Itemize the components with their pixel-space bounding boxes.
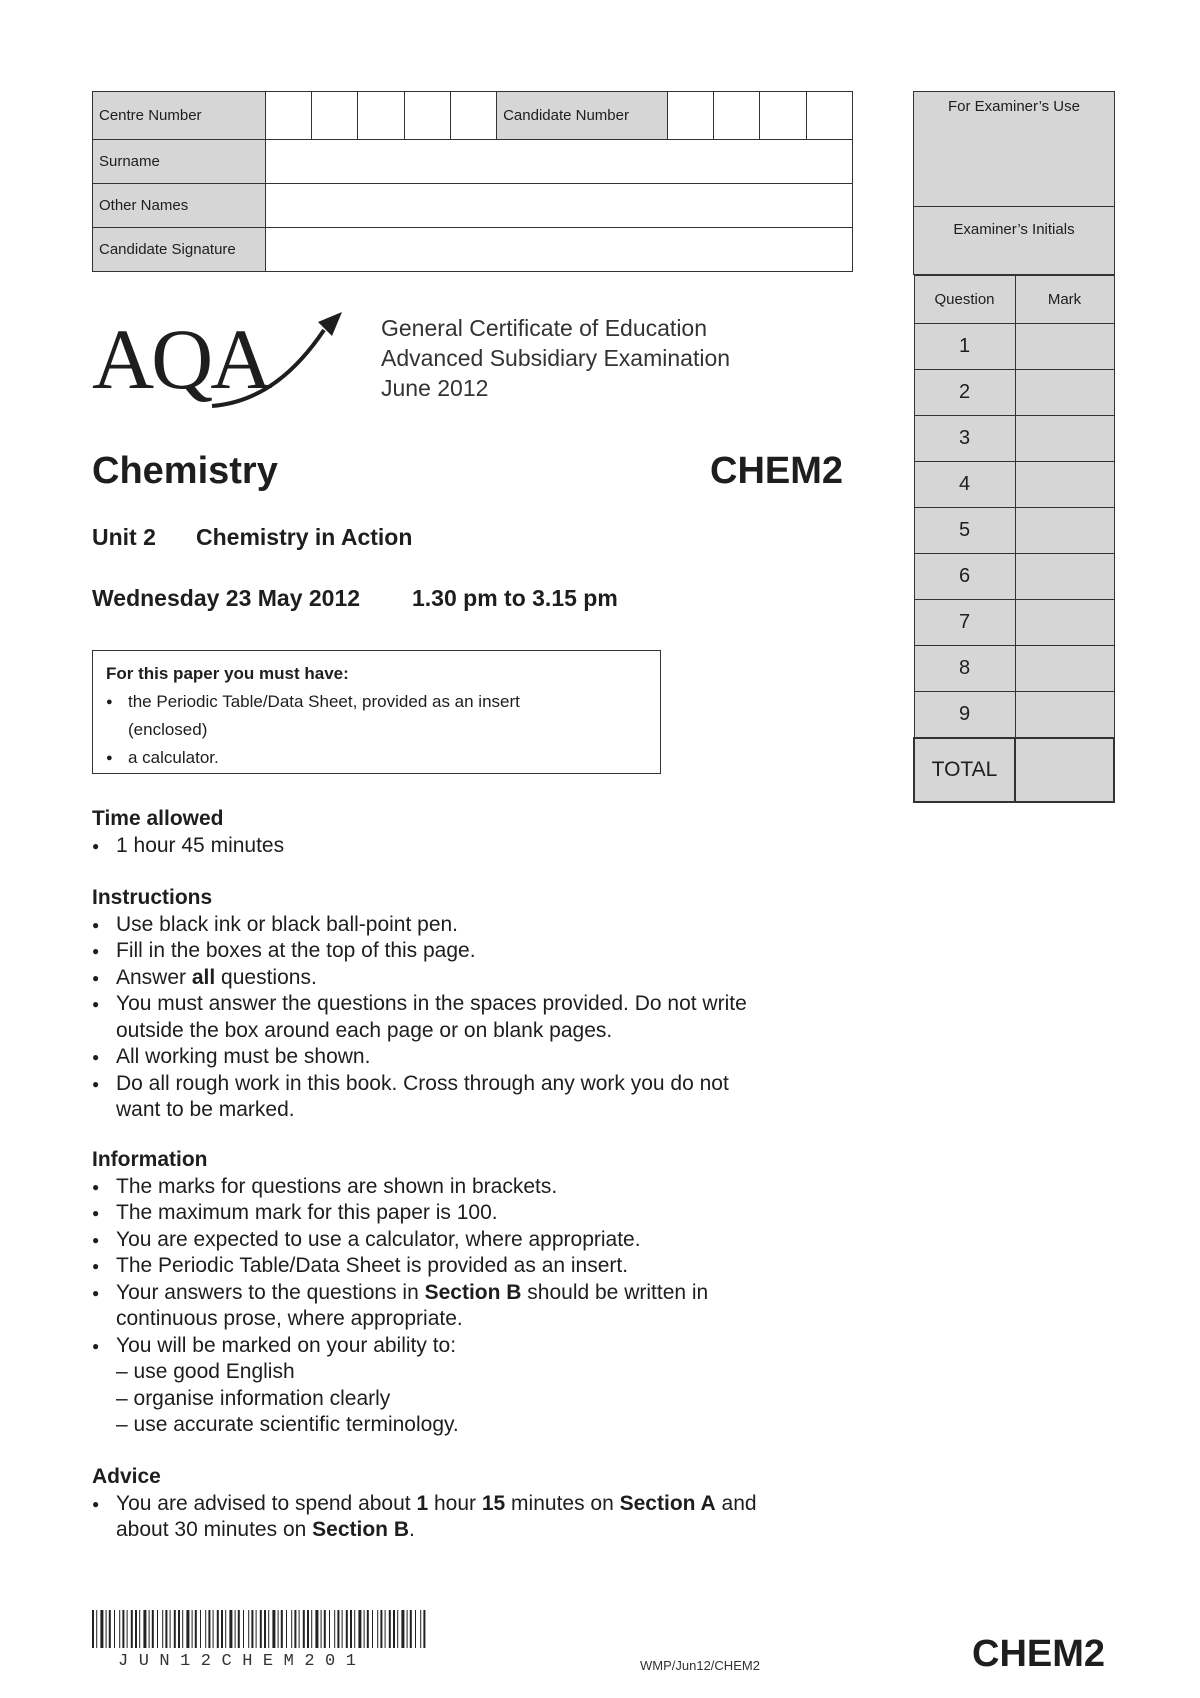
aqa-logo-text: AQA — [92, 311, 270, 407]
centre-number-box[interactable] — [265, 92, 311, 140]
barcode-bar — [321, 1610, 322, 1648]
emphasis-text: Section A — [619, 1491, 716, 1515]
qualification-block — [381, 313, 730, 403]
barcode-bar — [377, 1610, 378, 1648]
barcode-bar — [192, 1610, 193, 1648]
instruction-item: ● Use black ink or black ball-point pen. — [92, 912, 832, 939]
barcode-bar — [354, 1610, 355, 1648]
barcode-bar — [286, 1610, 287, 1648]
centre-number-box[interactable] — [358, 92, 404, 140]
unit-title: Chemistry in Action — [196, 524, 413, 550]
barcode-bar — [307, 1610, 309, 1648]
text-run: should be written in — [521, 1280, 709, 1304]
examination-line: Advanced Subsidiary Examination — [381, 345, 731, 371]
candidate-number-box[interactable] — [760, 92, 806, 140]
candidate-number-label: Candidate Number — [497, 92, 668, 140]
materials-box — [92, 650, 661, 774]
text-run: minutes on — [505, 1491, 620, 1515]
total-label: TOTAL — [914, 738, 1015, 802]
mark-cell[interactable] — [1015, 692, 1114, 738]
centre-number-label: Centre Number — [93, 92, 266, 140]
barcode-bar — [165, 1610, 167, 1648]
question-number: 7 — [914, 600, 1015, 646]
examiner-use-label: For Examiner’s Use — [913, 91, 1115, 207]
barcode-bar — [420, 1610, 421, 1648]
mark-cell[interactable] — [1015, 462, 1114, 508]
barcode-bar — [235, 1610, 236, 1648]
mark-cell[interactable] — [1015, 600, 1114, 646]
barcode-bar — [135, 1610, 137, 1648]
text-run: hour — [428, 1491, 482, 1515]
barcode-bar — [251, 1610, 253, 1648]
question-number: 8 — [914, 646, 1015, 692]
question-number: 2 — [914, 370, 1015, 416]
barcode-bar — [248, 1610, 249, 1648]
barcode-bar — [407, 1610, 408, 1648]
materials-item-text: (enclosed) — [128, 720, 208, 739]
instructions-section — [92, 885, 832, 1124]
barcode-bar — [393, 1610, 395, 1648]
materials-item — [106, 688, 647, 744]
instruction-continuation: outside the box around each page or on blank pages. — [116, 1018, 613, 1042]
mark-cell[interactable] — [1015, 416, 1114, 462]
candidate-number-box[interactable] — [806, 92, 852, 140]
text-run: and — [715, 1491, 757, 1515]
centre-number-box[interactable] — [404, 92, 450, 140]
information-item: ● You are expected to use a calculator, where appropriate. — [92, 1227, 832, 1254]
series-line: June 2012 — [381, 375, 489, 401]
barcode-bar — [243, 1610, 244, 1648]
marks-table — [913, 275, 1115, 803]
instruction-item — [92, 965, 832, 992]
question-number: 1 — [914, 324, 1015, 370]
barcode-bar — [127, 1610, 128, 1648]
barcode-bar — [182, 1610, 183, 1648]
barcode-bar — [221, 1610, 223, 1648]
barcode-bar — [139, 1610, 140, 1648]
time-allowed-heading: Time allowed — [92, 807, 224, 830]
barcode-bar — [337, 1610, 339, 1648]
barcode-bar — [291, 1610, 292, 1648]
materials-item-text: ● the Periodic Table/Data Sheet, provided as an insert — [128, 692, 520, 711]
mark-cell[interactable] — [1015, 554, 1114, 600]
exam-time: 1.30 pm to 3.15 pm — [412, 585, 618, 611]
exam-date: Wednesday 23 May 2012 — [92, 585, 361, 611]
candidate-details-table — [92, 91, 853, 272]
time-allowed-section — [92, 806, 832, 859]
barcode-bar — [315, 1610, 318, 1648]
barcode-bar — [299, 1610, 300, 1648]
text-run: Answer — [116, 965, 192, 989]
text-run: . — [409, 1518, 415, 1541]
information-subitem: – use good English — [116, 1360, 295, 1383]
barcode-bar — [372, 1610, 373, 1648]
surname-label: Surname — [93, 140, 266, 184]
other-names-field[interactable] — [265, 184, 852, 228]
document-reference: WMP/Jun12/CHEM2 — [640, 1658, 760, 1673]
barcode-bar — [225, 1610, 226, 1648]
candidate-number-box[interactable] — [714, 92, 760, 140]
mark-header: Mark — [1015, 276, 1114, 324]
barcode-bar — [200, 1610, 201, 1648]
barcode-bar — [423, 1610, 425, 1648]
barcode-bar — [229, 1610, 232, 1648]
paper-code: CHEM2 — [710, 450, 844, 492]
barcode-bar — [324, 1610, 326, 1648]
text-run: Your answers to the questions in — [116, 1280, 425, 1304]
centre-number-box[interactable] — [450, 92, 496, 140]
barcode-bar — [170, 1610, 171, 1648]
mark-cell[interactable] — [1015, 508, 1114, 554]
barcode-bar — [294, 1610, 296, 1648]
information-subitem: – use accurate scientific terminology. — [116, 1413, 459, 1436]
barcode-bar — [114, 1610, 115, 1648]
unit-number: Unit 2 — [92, 524, 156, 550]
barcode-bar — [122, 1610, 124, 1648]
barcode-bar — [256, 1610, 257, 1648]
barcode-bar — [397, 1610, 398, 1648]
emphasis-text: all — [191, 965, 216, 989]
emphasis-text: Section B — [312, 1518, 409, 1541]
barcode-bar — [131, 1610, 133, 1648]
total-mark-cell[interactable] — [1015, 738, 1114, 802]
barcode-bar — [389, 1610, 391, 1648]
surname-field[interactable] — [265, 140, 852, 184]
advice-section — [92, 1464, 832, 1544]
barcode-bar — [178, 1610, 180, 1648]
barcode-bar — [268, 1610, 269, 1648]
mark-cell[interactable] — [1015, 370, 1114, 416]
barcode-bar — [278, 1610, 279, 1648]
barcode-bar — [329, 1610, 330, 1648]
barcode-bar — [152, 1610, 154, 1648]
barcode-bar — [281, 1610, 283, 1648]
aqa-logo — [92, 310, 352, 410]
barcode-bar — [186, 1610, 189, 1648]
signature-label: Candidate Signature — [93, 228, 266, 272]
time-allowed-value: ● 1 hour 45 minutes — [92, 833, 832, 860]
barcode-bar — [208, 1610, 210, 1648]
barcode-bar — [205, 1610, 206, 1648]
information-item: ● The marks for questions are shown in brackets. — [92, 1174, 832, 1201]
instructions-heading: Instructions — [92, 886, 213, 909]
barcode-bar — [174, 1610, 176, 1648]
barcode-bar — [415, 1610, 416, 1648]
unit-line — [92, 524, 412, 551]
barcode-bar — [195, 1610, 197, 1648]
subject-title: Chemistry — [92, 450, 278, 492]
barcode-bar — [260, 1610, 262, 1648]
barcode-bar — [334, 1610, 335, 1648]
candidate-number-box[interactable] — [667, 92, 713, 140]
centre-number-box[interactable] — [312, 92, 358, 140]
signature-field[interactable] — [265, 228, 852, 272]
instruction-item: ● All working must be shown. — [92, 1044, 832, 1071]
barcode-bar — [342, 1610, 343, 1648]
text-run: questions. — [215, 965, 317, 989]
question-number: 4 — [914, 462, 1015, 508]
barcode-bar — [149, 1610, 150, 1648]
question-header: Question — [914, 276, 1015, 324]
barcode-bar — [119, 1610, 120, 1648]
barcode-bar — [401, 1610, 404, 1648]
barcode-bar — [143, 1610, 146, 1648]
examiner-use-panel — [913, 91, 1115, 803]
barcode-number: JUN12CHEM201 — [118, 1652, 367, 1671]
barcode-bar — [264, 1610, 266, 1648]
instruction-continuation: want to be marked. — [116, 1098, 295, 1121]
instruction-item: ● Fill in the boxes at the top of this page. — [92, 938, 832, 965]
materials-item: ● a calculator. — [106, 744, 647, 772]
footer-paper-code: CHEM2 — [972, 1633, 1106, 1675]
information-heading: Information — [92, 1148, 208, 1171]
text-run: about 30 minutes on — [116, 1518, 313, 1541]
mark-cell[interactable] — [1015, 324, 1114, 370]
barcode-bar — [92, 1610, 94, 1648]
barcode-bar — [358, 1610, 361, 1648]
barcode-bar — [385, 1610, 386, 1648]
barcode-bar — [364, 1610, 365, 1648]
information-continuation: continuous prose, where appropriate. — [116, 1307, 463, 1330]
information-subitem: – organise information clearly — [116, 1386, 391, 1410]
barcode-bar — [100, 1610, 103, 1648]
text-run: You are advised to spend about — [116, 1491, 417, 1515]
question-number: 6 — [914, 554, 1015, 600]
barcode-bar — [303, 1610, 305, 1648]
barcode-bar — [350, 1610, 352, 1648]
advice-item — [92, 1491, 832, 1518]
instruction-item: ● You must answer the questions in the spaces provided. Do not write — [92, 991, 832, 1018]
emphasis-text: 1 — [416, 1491, 429, 1515]
information-section — [92, 1147, 832, 1439]
barcode-bar — [311, 1610, 312, 1648]
advice-continuation — [92, 1517, 832, 1544]
barcode-bar — [367, 1610, 369, 1648]
barcode-bar — [346, 1610, 348, 1648]
barcode-bar — [157, 1610, 158, 1648]
session-line — [92, 585, 618, 612]
instruction-item: ● Do all rough work in this book. Cross through any work you do not — [92, 1071, 832, 1098]
materials-title: For this paper you must have: — [106, 664, 349, 683]
emphasis-text: Section B — [424, 1280, 522, 1304]
qualification-line: General Certificate of Education — [381, 315, 708, 341]
examiner-initials-label: Examiner’s Initials — [913, 207, 1115, 275]
other-names-label: Other Names — [93, 184, 266, 228]
barcode-bar — [238, 1610, 240, 1648]
advice-heading: Advice — [92, 1465, 161, 1488]
barcode-bar — [96, 1610, 97, 1648]
emphasis-text: 15 — [481, 1491, 506, 1515]
barcode-bar — [162, 1610, 163, 1648]
information-item — [92, 1280, 832, 1307]
mark-cell[interactable] — [1015, 646, 1114, 692]
information-item: ● The maximum mark for this paper is 100. — [92, 1200, 832, 1227]
information-item: ● You will be marked on your ability to: — [92, 1333, 832, 1360]
question-number: 9 — [914, 692, 1015, 738]
barcode-bar — [272, 1610, 275, 1648]
question-number: 5 — [914, 508, 1015, 554]
information-item: ● The Periodic Table/Data Sheet is provided as an insert. — [92, 1253, 832, 1280]
barcode-bar — [380, 1610, 382, 1648]
barcode-bar — [217, 1610, 219, 1648]
question-number: 3 — [914, 416, 1015, 462]
barcode-bar — [106, 1610, 107, 1648]
barcode-bar — [410, 1610, 412, 1648]
barcode-bar — [213, 1610, 214, 1648]
barcode-bar — [109, 1610, 111, 1648]
